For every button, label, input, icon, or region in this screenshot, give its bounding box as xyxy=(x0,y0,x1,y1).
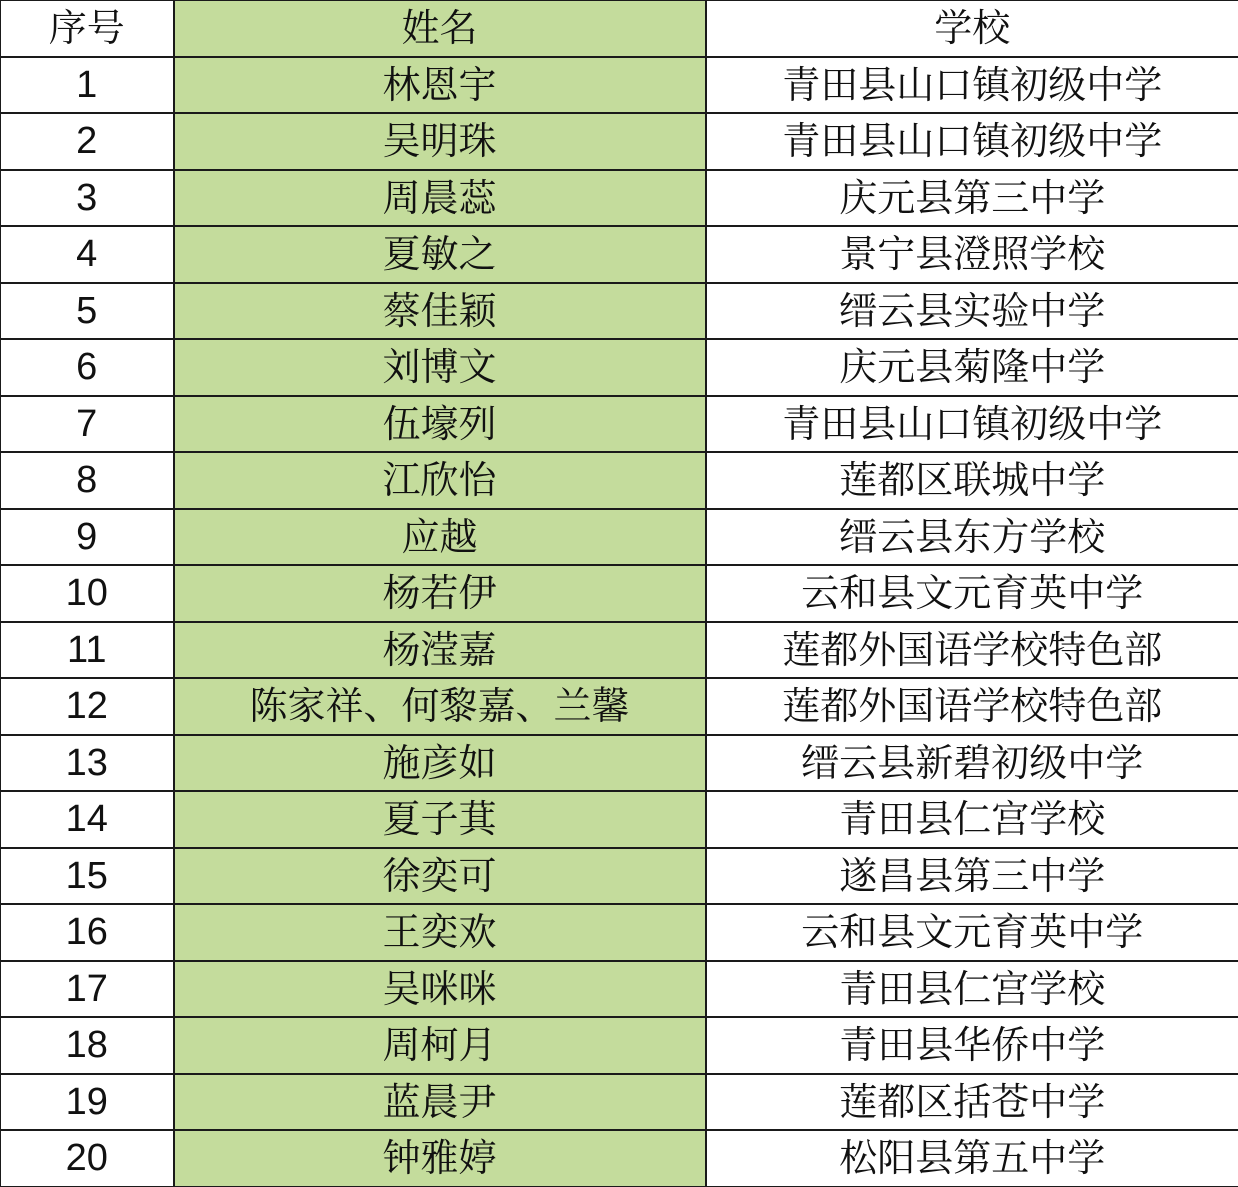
index-cell: 20 xyxy=(1,1130,174,1186)
name-cell: 钟雅婷 xyxy=(174,1130,706,1186)
index-cell: 3 xyxy=(1,170,174,227)
index-cell: 5 xyxy=(1,283,174,340)
index-cell: 11 xyxy=(1,622,174,679)
table-row xyxy=(1,904,1238,961)
name-cell: 蔡佳颖 xyxy=(174,283,706,340)
header-school: 学校 xyxy=(706,1,1238,57)
header-name: 姓名 xyxy=(174,1,706,57)
header-index: 序号 xyxy=(1,1,174,57)
table-body xyxy=(1,57,1238,1187)
name-cell: 林恩宇 xyxy=(174,57,706,114)
school-cell: 缙云县新碧初级中学 xyxy=(706,735,1238,792)
name-cell: 应越 xyxy=(174,509,706,566)
name-cell: 江欣怡 xyxy=(174,452,706,509)
school-cell: 莲都区联城中学 xyxy=(706,452,1238,509)
index-cell: 2 xyxy=(1,113,174,170)
table-row xyxy=(1,339,1238,396)
school-cell: 青田县仁宫学校 xyxy=(706,961,1238,1018)
name-cell: 周柯月 xyxy=(174,1017,706,1074)
index-cell: 9 xyxy=(1,509,174,566)
index-cell: 19 xyxy=(1,1074,174,1131)
school-cell: 云和县文元育英中学 xyxy=(706,565,1238,622)
index-cell: 14 xyxy=(1,791,174,848)
table-row xyxy=(1,226,1238,283)
table-row xyxy=(1,1074,1238,1131)
table-row xyxy=(1,678,1238,735)
index-cell: 7 xyxy=(1,396,174,453)
school-cell: 莲都区括苍中学 xyxy=(706,1074,1238,1131)
index-cell: 18 xyxy=(1,1017,174,1074)
header-row xyxy=(1,1,1238,57)
table-row xyxy=(1,848,1238,905)
name-cell: 蓝晨尹 xyxy=(174,1074,706,1131)
school-cell: 青田县山口镇初级中学 xyxy=(706,113,1238,170)
name-cell: 杨若伊 xyxy=(174,565,706,622)
index-cell: 17 xyxy=(1,961,174,1018)
index-cell: 8 xyxy=(1,452,174,509)
table-row xyxy=(1,1017,1238,1074)
school-cell: 青田县仁宫学校 xyxy=(706,791,1238,848)
table-row xyxy=(1,113,1238,170)
table-row xyxy=(1,396,1238,453)
school-cell: 松阳县第五中学 xyxy=(706,1130,1238,1186)
school-cell: 莲都外国语学校特色部 xyxy=(706,622,1238,679)
school-cell: 青田县华侨中学 xyxy=(706,1017,1238,1074)
index-cell: 12 xyxy=(1,678,174,735)
name-cell: 施彦如 xyxy=(174,735,706,792)
name-cell: 刘博文 xyxy=(174,339,706,396)
index-cell: 16 xyxy=(1,904,174,961)
table-row xyxy=(1,791,1238,848)
school-cell: 庆元县第三中学 xyxy=(706,170,1238,227)
name-cell: 杨滢嘉 xyxy=(174,622,706,679)
name-cell: 夏子萁 xyxy=(174,791,706,848)
school-cell: 青田县山口镇初级中学 xyxy=(706,396,1238,453)
school-cell: 云和县文元育英中学 xyxy=(706,904,1238,961)
name-cell: 周晨蕊 xyxy=(174,170,706,227)
table-row xyxy=(1,283,1238,340)
school-cell: 缙云县实验中学 xyxy=(706,283,1238,340)
index-cell: 10 xyxy=(1,565,174,622)
table-row xyxy=(1,57,1238,114)
school-cell: 青田县山口镇初级中学 xyxy=(706,57,1238,114)
table-row xyxy=(1,961,1238,1018)
table-row xyxy=(1,735,1238,792)
name-cell: 吴咪咪 xyxy=(174,961,706,1018)
school-cell: 景宁县澄照学校 xyxy=(706,226,1238,283)
name-cell: 伍壕列 xyxy=(174,396,706,453)
index-cell: 4 xyxy=(1,226,174,283)
name-cell: 夏敏之 xyxy=(174,226,706,283)
index-cell: 13 xyxy=(1,735,174,792)
name-cell: 陈家祥、何黎嘉、兰馨 xyxy=(174,678,706,735)
name-cell: 吴明珠 xyxy=(174,113,706,170)
index-cell: 6 xyxy=(1,339,174,396)
school-cell: 莲都外国语学校特色部 xyxy=(706,678,1238,735)
school-cell: 遂昌县第三中学 xyxy=(706,848,1238,905)
name-cell: 徐奕可 xyxy=(174,848,706,905)
table-row xyxy=(1,622,1238,679)
table-row xyxy=(1,509,1238,566)
table-row xyxy=(1,452,1238,509)
name-cell: 王奕欢 xyxy=(174,904,706,961)
table-row xyxy=(1,170,1238,227)
school-cell: 庆元县菊隆中学 xyxy=(706,339,1238,396)
index-cell: 1 xyxy=(1,57,174,114)
school-cell: 缙云县东方学校 xyxy=(706,509,1238,566)
index-cell: 15 xyxy=(1,848,174,905)
table-row xyxy=(1,565,1238,622)
